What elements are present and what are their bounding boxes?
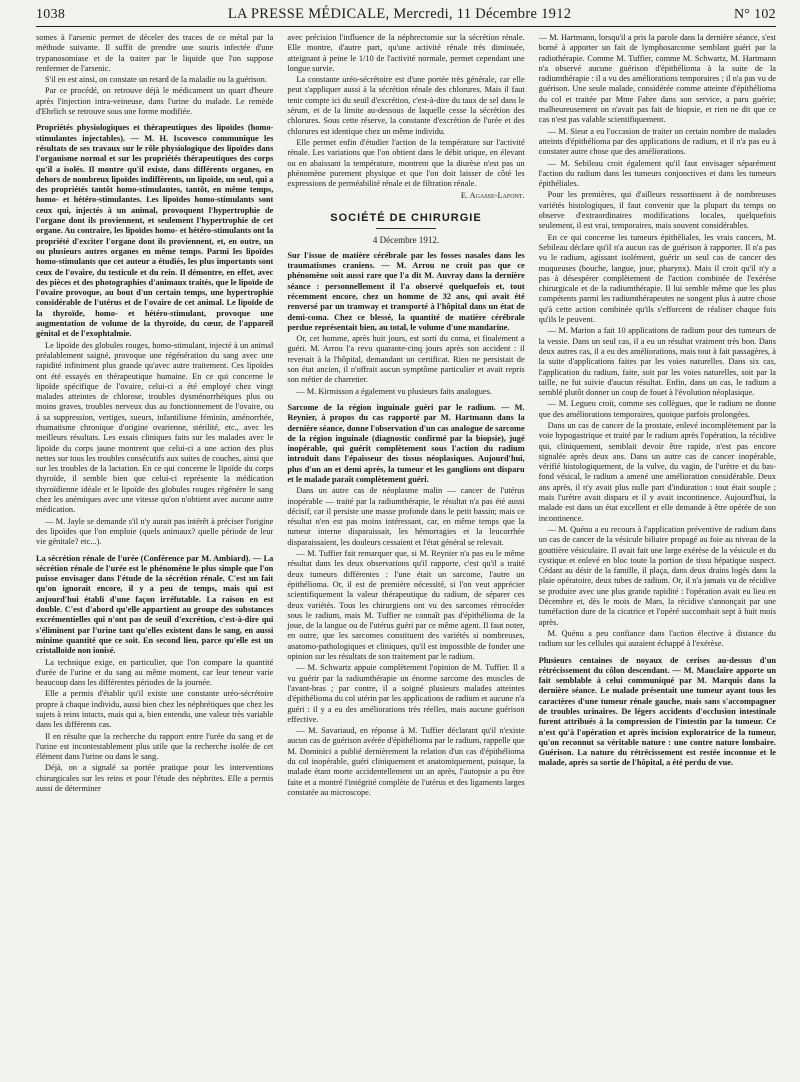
paragraph: — M. Legueu croit, comme ses collègues, que le radium ne donne que des améliorations temporaires, quoique parfois prolongées. xyxy=(538,399,776,419)
page-number: 1038 xyxy=(36,7,66,22)
paragraph: Dans un autre cas de néoplasme malin — cancer de l'utérus inopérable — traité par la radiumthérapie, le résultat n'a pas été aussi décisif, car il persiste une masse profonde dans le petit bassin; mais ce résultat n'en est pas moins intéressant, car, en même temps que la tumeur interne disparaissait, les hémorragies et la leucorrhée disparaissaient, les douleurs cessaient et l'état général se relevait. xyxy=(287,486,525,547)
column-2-top xyxy=(287,33,524,189)
paragraph: — M. Schwartz appuie complètement l'opinion de M. Tuffier. Il a vu guérir par la radiumthérapie un énorme sarcome des muscles de l'avant-bras ; par contre, il a soigné plusieurs malades atteintes d'épithélioma du col utérin par les applications de radium et aucune n'a guéri : il y a eu des améliorations très réelles, mais aucune guérison effective. xyxy=(287,663,525,724)
paragraph: Or, cet homme, après huit jours, est sorti du coma, et finalement a guéri. M. Arrou l'a revu quarante-cinq jours après son accident : il revenait à la l'hôpital, demandant un certificat. Rien ne persistait de son état ancien, il n'offrait aucun symptôme particulier et avait repris son métier de charretier. xyxy=(287,334,525,385)
paragraph: Sarcome de la région inguinale guéri par le radium. — M. Reynier, à propos du cas rapporté par M. Hartmann dans la dernière séance, donne l'observation d'un cas analogue de sarcome de la région inguinale (diagnostic confirmé par la biopsie), jugé inopérable, qui guérit complètement sous l'action du radium introduit dans l'épaisseur des tissus néoplasiques. Aujourd'hui, plus d'un an et demi après, la tumeur et les ganglions ont disparu et le malade paraît complètement guéri. xyxy=(287,402,525,484)
paragraph: — M. Kirmisson a également vu plusieurs faits analogues. xyxy=(296,386,492,396)
paragraph: La constante uréo-sécrétoire est d'une portée très générale, car elle peut s'appliquer aussi à la sécrétion rénale des chlorures. Mais il faut tenir compte ici du seuil d'excrétion, c'est-à-dire du taux de sel dans le sérum, et de la limite au-dessous de laquelle cesse la sécrétion des chlorures. Sous cette réserve, la constante d'excrétion de l'urée et des chlorures est identique chez un même individu. xyxy=(287,75,525,136)
column-2-bottom xyxy=(287,251,524,798)
paragraph: — M. Tuffier fait remarquer que, si M. Reynier n'a pas eu le même résultat dans les deux observations qu'il rapporte, c'est qu'il a traité deux tumeurs différentes : l'une était un sarcome, l'autre un épithélioma. Or, il est de première nécessité, si l'on veut apprécier scientifiquement la valeur thérapeutique du radium, de séparer ces deux variétés. Tous les chirurgiens ont vu des sarcomes rétrocéder sous le radium, mais M. Tuffier ne connaît pas d'épithélioma de la joue, de la langue ou de l'utérus guéri par ce même agent. Il faut noter, en outre, que les sarcomes constituent des variétés si nombreuses, anatomo-pathologiques et cliniques, qu'il est impossible de fonder une opinion sur les résultats de son traitement par le radium. xyxy=(287,549,525,662)
paragraph: La sécrétion rénale de l'urée (Conférence par M. Ambiard). — La sécrétion rénale de l'urée est le phénomène le plus simple que l'on puisse envisager dans l'étude de la sécrétion rénale. C'est un fait qu'on ignorait encore, il y a peu de temps, mais qui est aujourd'hui établi d'une façon irréfutable. La raison en est double. C'est d'abord qu'elle appartient au groupe des substances excrémentielles qui n'ont pas de seuil d'excrétion, c'est-à-dire qui s'éliminent par l'urine tant qu'elles existent dans le sang, en aussi minime quantité que ce soit. En second lieu, parce qu'elle est un cristalloïde non ionisé. xyxy=(36,553,274,656)
paragraph: — M. Hartmann, lorsqu'il a pris la parole dans la dernière séance, s'est borné à apporter un fait de lymphosarcome semblant guéri par la radiothérapie. Comme M. Tuffier, comme M. Schwartz, M. Hartmann n'a observé aucune guérison d'épithélioma à la suite de la radiumthérapie : il a vu des améliorations temporaires ; il n'a pas vu de guérison. Une seule malade, considérée comme atteinte d'épithélioma du col et traitée par Mme Fabre dans son service, a paru guérie; malheureusement on n'avait pas fait de biopsie, et rien ne dit que ce cas n'est pas valable scientifiquement. xyxy=(538,33,776,125)
column-3 xyxy=(539,33,776,1078)
paragraph: Il en résulte que la recherche du rapport entre l'urée du sang et de l'urine est incontestablement plus utile que la recherche isolée de cet élément dans l'urine ou dans le sang. xyxy=(36,731,274,762)
paragraph: — M. Marion a fait 10 applications de radium pour des tumeurs de la vessie. Dans un seul cas, il a eu un résultat vraiment très bon. Dans deux autres cas, il a eu des améliorations, mais tout à fait passagères, à la suite d'applications faites par les voies naturelles. Dans six cas, l'application du radium, faite, soit par les voies naturelles, soit par la taille, ne fut suivie d'aucun résultat. Enfin, dans un cas, le radium a semblé plutôt donner un coup de fouet à l'évolution néoplasique. xyxy=(538,326,776,398)
paragraph: En ce qui concerne les tumeurs épithéliales, les vrais cancers, M. Sebileau déclare qu'il n'a aucun cas de guérison à rapporter. Il n'a pas vu le radium, agissant isolément, guérir un seul cas de cancer des muqueuses (bouche, langue, joue, pharynx). Mais il croit qu'il n'y a pas à désespérer complètement de l'action combinée de l'exérèse chirurgicale et de la radiumthérapie. Il lui semble même que les plus compétents parmi les radiumthérapeutes ne songent plus à autre chose qu'à cette action combinée qu'ils s'efforcent de réaliser chaque fois qu'ils le peuvent. xyxy=(538,232,776,325)
signature: E. Agasse-Lafont. xyxy=(460,191,525,201)
paragraph: Déjà, on a signalé sa portée pratique pour les interventions chirurgicales sur les reins et pour l'étude des néphrites. Elle a permis aussi de déterminer xyxy=(36,763,274,794)
paragraph: S'il en est ainsi, on constate un retard de la maladie ou la guérison. xyxy=(45,75,267,85)
column-1 xyxy=(36,33,273,1078)
paragraph: La technique exige, en particulier, que l'on compare la quantité d'urée de l'urine et du sang au même moment, car leur teneur varie beaucoup dans les différentes périodes de la journée. xyxy=(36,657,274,688)
paragraph: Elle a permis d'établir qu'il existe une constante uréo-sécrétoire propre à chaque individu, aussi bien chez les néphrétiques que chez les sujets à reins intacts, mais qui a, bien entendu, une valeur très variable dans les différents cas. xyxy=(36,689,274,730)
paragraph: avec précision l'influence de la néphrectomie sur la sécrétion rénale. Elle montre, d'autre part, qu'une activité rénale très diminuée, atteignant à peine le 1/10 de l'activité normale, permet cependant une longue survie. xyxy=(287,33,525,73)
paragraph: Elle permet enfin d'étudier l'action de la température sur l'activité rénale. Les variations que l'on obtient dans le débit urique, en élevant ou en abaissant la température, montrent que la diurèse n'est pas un phénomène purement physique et que l'on doit laisser de côté les expressions de perméabilité rénale et de filtration rénale. xyxy=(287,137,525,189)
paragraph: Propriétés physiologiques et thérapeutiques des lipoïdes (homo-stimulantes injectables). — M. H. Iscovesco communique les résultats de ses travaux sur le rôle physiologique des lipoïdes dans l'organisme normal et sur les propriétés thérapeutiques des corps qu'il a isolés. Il montre qu'il existe, dans différents organes, en dehors de nombreux lipoïdes indifférents, un lipoïde, un seul, qui a des propriétés tantôt homo-stimulantes, tantôt, en même temps, homo- et hétéro-stimulantes. Les lipoïdes homo-stimulants sont ceux qui, injectés à un animal, provoquent l'hypertrophie de l'organe dont ils proviennent, et seulement l'hypertrophie de cet organe. Au contraire, les lipoïdes homo- et hétéro-stimulants ont la propriété d'exciter l'organe dont ils proviennent, et, en outre, un ou plusieurs autres organes en même temps. Parmi les lipoïdes homo-stimulants que cet auteur a étudiés, les plus importants sont ceux de l'ovaire, du testicule et du rein. Il démontre, en effet, avec des pièces et des photographies d'animaux traités, que le lipoïde de l'ovaire provoque, au bout d'un certain temps, une hypertrophie considérable de l'utérus et de l'ovaire de cet animal. Le lipoïde de la thyroïde, homo- et hétéro-stimulant, provoque une augmentation de volume de la thyroïde, du cœur, de l'appareil génital et de l'exophtalmie. xyxy=(36,123,274,339)
paragraph: Le lipoïde des globules rouges, homo-stimulant, injecté à un animal préalablement saigné, provoque une régénération du sang avec une rapidité infiniment plus grande qu'avec autre traitement. Ces lipoïdes ont été essayés en thérapeutique humaine. En ce qui concerne le lipoïde spécifique de l'ovaire, celui-ci a été employé chez vingt malades atteintes de chlorose, troubles dysménorrhéiques plus ou moins graves, troubles nerveux dus au fonctionnement de l'ovaire, ou à sa suppression, vertiges, sueurs, infantilisme féminin, aménorrhée, rhumatisme chronique d'origine ovarienne, stérilité, etc., avec les meilleurs résultats. Les essais cliniques faits sur les malades avec le lipoïde du corps jaune montrent que celui-ci a une action des plus nettes sur tous les troubles consécutifs aux suites de couches, ainsi que sur les troubles de la lactation. En ce qui concerne le lipoïde du corps thyroïde, il semble bien que celui-ci représente la médication thyroïdienne idéale et le lipoïde des globules rouges régénère le sang chez les anémiques avec une vitesse qu'on n'obtient avec aucune autre médication. xyxy=(36,340,274,515)
paragraph: Plusieurs centaines de noyaux de cerises au-dessus d'un rétrécissement du côlon descendant. — M. Mauclaire apporte un fait semblable à celui communiqué par M. Marquis dans la dernière séance. Le malade présentait une tumeur ayant tous les caractères d'une tumeur rénale gauche, mais sans s'accompagner de troubles urinaires. De légers accidents d'occlusion intestinale furent attribués à la compression de l'intestin par la tumeur. Ce n'est qu'à l'opération et après incision exploratrice de la tumeur, qu'on reconnut sa véritable nature : une contre nature lombaire. Guérison. La nature du rétrécissement est restée inconnue et le malade, après sa sortie de l'hôpital, a été perdu de vue. xyxy=(538,655,776,768)
paragraph: — M. Savariaud, en réponse à M. Tuffier déclarant qu'il n'existe aucun cas de guérison avérée d'épithélioma par le radium, rappelle que M. Dominici a publié dernièrement la relation d'un cas d'épithélioma du col inopérable, guéri cliniquement et anatomiquement, puisque, la malade étant morte accidentellement un an après, l'autopsie a pu être faite et a montré l'intégrité complète de l'utérus et des ligaments larges constatée au microscope. xyxy=(287,726,525,797)
paragraph: somes à l'arsenic permet de déceler des traces de ce métal par la méthode suivante. Il suffit de prendre une souris infectée d'une trypanosomiase et de la traiter par le liquide que l'on suppose renfermer de l'arsenic. xyxy=(36,33,274,73)
column-2 xyxy=(287,33,524,1078)
paragraph: Pour les premières, qui d'ailleurs ressortissent à de nombreuses variétés histologiques, il faut convenir que la plupart du temps on observe d'extraordinaires modifications locales, quelquefois seulement, il est vrai, temporaires, mais souvent considérables. xyxy=(538,190,776,231)
issue-number: N° 102 xyxy=(733,7,776,22)
paragraph: — M. Quénu a eu recours à l'application préventive de radium dans un cas de cancer de la vésicule biliaire propagé au foie au niveau de la gouttière vésiculaire. Il avait fait une large exérèse de la vésicule et du cystique et enlevé en bloc toute la portion de tissu hépatique suspect. Cédant au désir de la famille, il plaça, dans deux drains logés dans la plaie opératoire, deux tubes de radium. Or, il n'a jamais vu de récidive se produire avec une plus grande rapidité : l'opération avait eu lieu en Décembre et, dès le mois de Mars, la récidive s'annonçait par une tuméfaction dure de la cicatrice et l'opéré succombait sept à huit mois après. xyxy=(538,524,776,627)
columns xyxy=(36,33,776,1078)
heading-rule xyxy=(376,228,436,229)
paragraph: M. Quénu a peu confiance dans l'action élective à distance du radium sur les cellules qui auraient échappé à l'exérèse. xyxy=(538,628,776,649)
running-header xyxy=(36,6,776,27)
paragraph: Dans un cas de cancer de la prostate, enlevé incomplètement par la voie hypogastrique et traité par le radium après l'opération, la récidive qui, cliniquement, semblait devoir être rapide, n'est pas encore signalée après deux ans. Dans un autre cas de cancer inopérable, vérifié histologiquement, de la vulve, du vagin, de l'urètre et du bas-fond vésical, le radium a amené une amélioration considérable. Deux ans après, il n'y avait plus nulle part d'induration : tout était souple ; mais l'urètre avait disparu et il y avait incontinence. Aujourd'hui, la malade est dans un état excellent et elle demande à être opérée de son incontinence. xyxy=(538,420,776,523)
paragraph: — M. Jayle se demande s'il n'y aurait pas intérêt à préciser l'origine des lipoïdes que l'on emploie (quels animaux? quelle période de leur vie génitale? etc...). xyxy=(36,516,274,547)
paragraph: Sur l'issue de matière cérébrale par les fosses nasales dans les traumatismes craniens. — M. Arrou ne croit pas que ce phénomène soit aussi rare que l'a dit M. Auvray dans la dernière séance : personnellement il l'a observé quelquefois et, tout récemment encore, chez un homme de 32 ans, qui avait été renversé par un tramway et transporté à l'hôpital dans un état de demi-coma. Chez ce blessé, la quantité de matière cérébrale perdue représentait bien, au total, le volume d'une mandarine. xyxy=(287,250,525,332)
paragraph: — M. Sieur a eu l'occasion de traiter un certain nombre de malades atteints d'épithélioma par des applications de radium, et il n'a pas eu à constater autre chose que des améliorations. xyxy=(538,126,776,157)
journal-title: LA PRESSE MÉDICALE, Mercredi, 11 Décembre 1912 xyxy=(227,6,572,22)
meeting-date: 4 Décembre 1912. xyxy=(372,234,440,245)
paragraph: Par ce procédé, on retrouve déjà le médicament un quart d'heure après l'injection intra-veineuse, dans l'urine du malade. Le remède d'Ehrlich se retrouve sous une forme modifiée. xyxy=(36,86,274,117)
paragraph: — M. Sebileau croit également qu'il faut envisager séparément l'action du radium dans les tumeurs conjonctives et dans les tumeurs épithéliales. xyxy=(538,158,776,189)
section-heading: SOCIÉTÉ DE CHIRURGIE xyxy=(330,211,482,224)
